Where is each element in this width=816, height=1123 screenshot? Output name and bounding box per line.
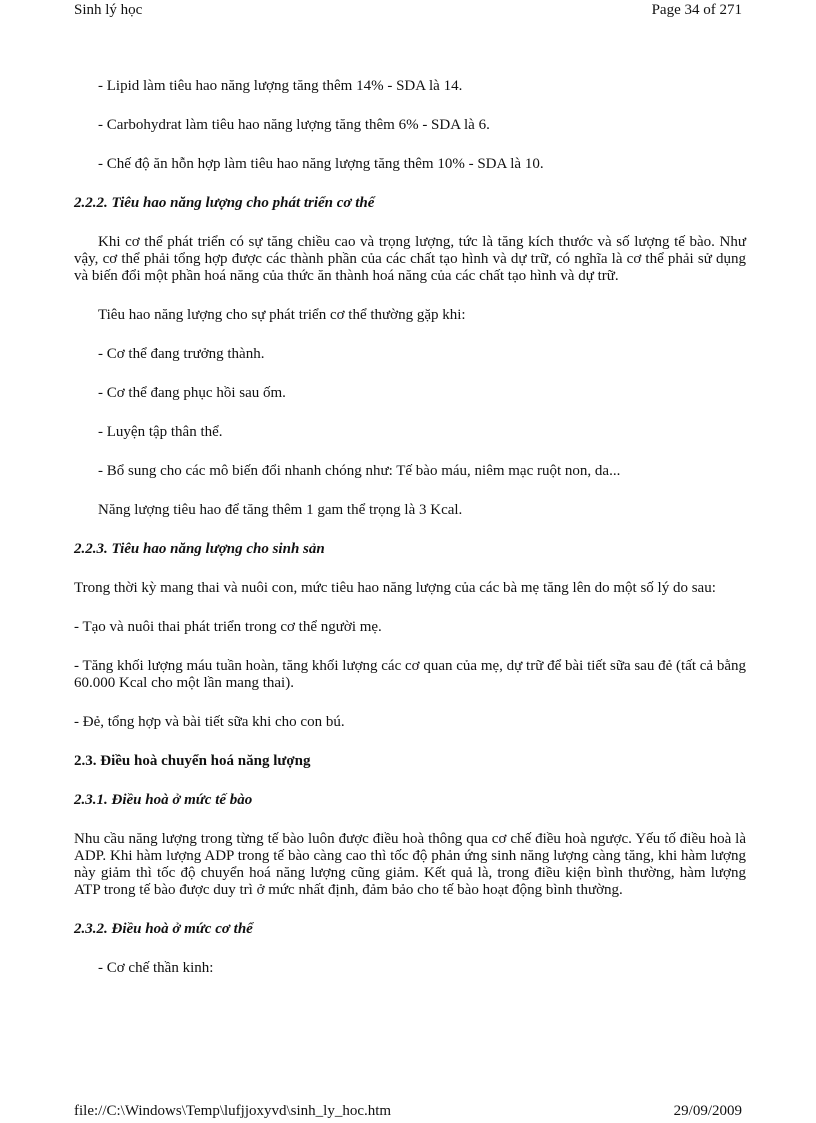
paragraph: Trong thời kỳ mang thai và nuôi con, mức tiêu hao năng lượng của các bà mẹ tăng lên do một số lý do sau: [74, 580, 716, 596]
paragraph: Khi cơ thể phát triển có sự tăng chiều cao và trọng lượng, tức là tăng kích thước và số lượng tế bào. Như vậy, cơ thể phải tổng hợp được các thành phần của các chất tạo hình và dự trữ, có nghĩa là cơ thể phải sử dụng và biến đổi một phần hoá năng của thức ăn thành hoá năng của các chất tạo hình và dự trữ. [74, 234, 746, 284]
page-number: Page 34 of 271 [651, 2, 742, 18]
header-title: Sinh lý học [74, 2, 143, 18]
paragraph: - Chế độ ăn hỗn hợp làm tiêu hao năng lượng tăng thêm 10% - SDA là 10. [98, 156, 544, 172]
section-heading: 2.3.2. Điều hoà ở mức cơ thể [74, 921, 253, 937]
paragraph: Nhu cầu năng lượng trong từng tế bào luôn được điều hoà thông qua cơ chế điều hoà ngược. Yếu tố điều hoà là ADP. Khi hàm lượng ADP trong tế bào càng cao thì tốc độ phản ứng sinh năng lượng càng tăng, khi hàm lượng này giảm thì tốc độ chuyển hoá năng lượng cũng giảm. Kết quả là, trong điều kiện bình thường, hàm lượng ATP trong tế bào được duy trì ở mức nhất định, đảm bảo cho tế bào hoạt động bình thường. [74, 831, 746, 898]
section-heading: 2.3. Điều hoà chuyển hoá năng lượng [74, 753, 311, 769]
paragraph: - Carbohydrat làm tiêu hao năng lượng tăng thêm 6% - SDA là 6. [98, 117, 490, 133]
document-body [74, 78, 746, 999]
list-item: - Cơ thể đang trưởng thành. [98, 346, 265, 362]
section-heading: 2.2.2. Tiêu hao năng lượng cho phát triển cơ thể [74, 195, 375, 211]
list-item: - Tăng khối lượng máu tuần hoàn, tăng khối lượng các cơ quan của mẹ, dự trữ để bài tiết sữa sau đẻ (tất cả bằng 60.000 Kcal cho một lần mang thai). [74, 658, 746, 691]
paragraph: Năng lượng tiêu hao để tăng thêm 1 gam thể trọng là 3 Kcal. [98, 502, 463, 518]
list-item: - Tạo và nuôi thai phát triển trong cơ thể người mẹ. [74, 619, 382, 635]
print-date: 29/09/2009 [673, 1103, 742, 1119]
paragraph: Tiêu hao năng lượng cho sự phát triển cơ thể thường gặp khi: [98, 307, 466, 323]
list-item: - Bổ sung cho các mô biến đổi nhanh chóng như: Tế bào máu, niêm mạc ruột non, da... [98, 463, 621, 479]
list-item: - Cơ thể đang phục hồi sau ốm. [98, 385, 286, 401]
file-path: file://C:\Windows\Temp\lufjjoxyvd\sinh_ly_hoc.htm [74, 1103, 392, 1119]
list-item: - Cơ chế thần kinh: [98, 960, 214, 976]
section-heading: 2.3.1. Điều hoà ở mức tế bào [74, 792, 253, 808]
paragraph: - Lipid làm tiêu hao năng lượng tăng thêm 14% - SDA là 14. [98, 78, 463, 94]
section-heading: 2.2.3. Tiêu hao năng lượng cho sinh sản [74, 541, 325, 557]
list-item: - Đẻ, tổng hợp và bài tiết sữa khi cho con bú. [74, 714, 345, 730]
list-item: - Luyện tập thân thể. [98, 424, 223, 440]
